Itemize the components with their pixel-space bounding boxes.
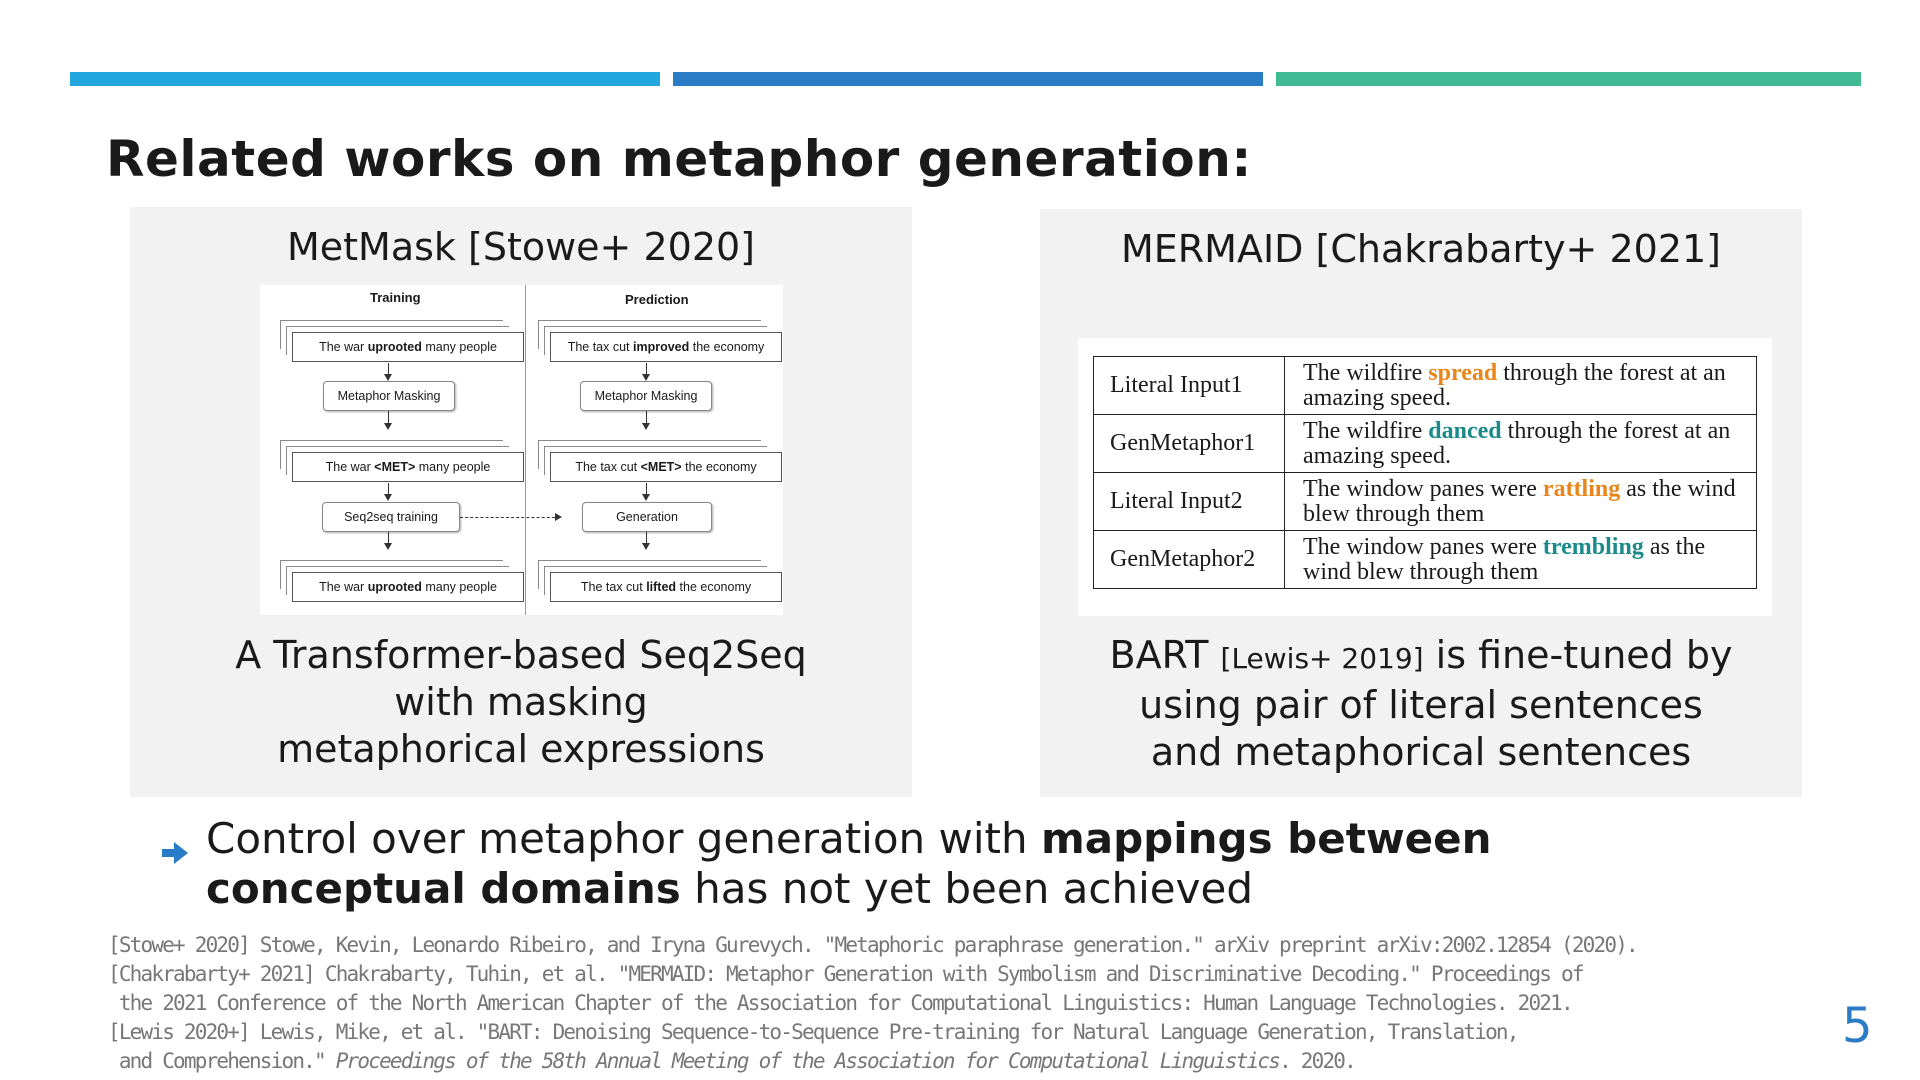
generation-step: Generation <box>582 502 712 532</box>
prediction-masking-step: Metaphor Masking <box>580 381 712 411</box>
arrow <box>646 363 647 379</box>
metmask-heading: MetMask [Stowe+ 2020] <box>286 225 756 269</box>
reference-line: the 2021 Conference of the North American Chapter of the Association for Computational Linguistics: Human Language Technologies. 2021. <box>108 991 1572 1015</box>
arrow <box>646 532 647 548</box>
table-row: GenMetaphor2 The window panes were trembling as the wind blew through them <box>1094 531 1757 589</box>
table-row: Literal Input2 The window panes were rattling as the wind blew through them <box>1094 473 1757 531</box>
arrow <box>388 532 389 548</box>
training-masked-box: The war <MET> many people <box>292 452 524 482</box>
arrow <box>646 483 647 499</box>
reference-line: [Chakrabarty+ 2021] Chakrabarty, Tuhin, et al. "MERMAID: Metaphor Generation with Symbolism and Discriminative Decoding." Proceedings of <box>108 962 1583 986</box>
reference-line: [Stowe+ 2020] Stowe, Kevin, Leonardo Ribeiro, and Iryna Gurevych. "Metaphoric paraphrase generation." arXiv preprint arXiv:2002.12854 (2020). <box>108 933 1637 957</box>
training-input-box: The war uprooted many people <box>292 332 524 362</box>
prediction-masked-box: The tax cut <MET> the economy <box>550 452 782 482</box>
dashed-arrow <box>460 517 560 518</box>
references <box>108 931 1637 1076</box>
metmask-figure <box>260 285 783 615</box>
mermaid-panel <box>1040 209 1802 797</box>
metmask-caption: A Transformer-based Seq2Seq with masking metaphorical expressions <box>235 633 807 771</box>
arrow <box>388 363 389 379</box>
mermaid-table-figure <box>1078 338 1772 616</box>
table-row: Literal Input1 The wildfire spread through the forest at an amazing speed. <box>1094 357 1757 415</box>
training-label: Training <box>370 290 421 305</box>
seq2seq-training-step: Seq2seq training <box>322 502 460 532</box>
metmask-panel <box>130 207 912 797</box>
training-masking-step: Metaphor Masking <box>323 381 455 411</box>
arrow <box>388 411 389 428</box>
arrow-right-icon <box>160 838 190 868</box>
table-row: GenMetaphor1 The wildfire danced through the forest at an amazing speed. <box>1094 415 1757 473</box>
prediction-input-box: The tax cut improved the economy <box>550 332 782 362</box>
conclusion-text: Control over metaphor generation with mappings between conceptual domains has not yet been achieved <box>206 814 1492 913</box>
page-number: 5 <box>1842 998 1873 1054</box>
accent-bar-2 <box>673 72 1263 86</box>
prediction-label: Prediction <box>625 292 689 307</box>
mermaid-caption: BART [Lewis+ 2019] is fine-tuned by using pair of literal sentences and metaphorical sentences <box>1109 633 1733 774</box>
figure-divider <box>525 285 526 615</box>
training-output-box: The war uprooted many people <box>292 572 524 602</box>
mermaid-heading: MERMAID [Chakrabarty+ 2021] <box>1120 227 1722 271</box>
accent-bar-3 <box>1276 72 1861 86</box>
prediction-output-box: The tax cut lifted the economy <box>550 572 782 602</box>
reference-line: [Lewis 2020+] Lewis, Mike, et al. "BART: Denoising Sequence-to-Sequence Pre-training for Natural Language Generation, Translation, <box>108 1020 1518 1044</box>
accent-bar-1 <box>70 72 660 86</box>
reference-line: and Comprehension." Proceedings of the 58th Annual Meeting of the Association for Computational Linguistics. 2020. <box>108 1049 1355 1073</box>
arrow <box>646 411 647 428</box>
arrow <box>388 483 389 499</box>
mermaid-example-table <box>1093 356 1757 589</box>
slide-title: Related works on metaphor generation: <box>106 130 1252 188</box>
